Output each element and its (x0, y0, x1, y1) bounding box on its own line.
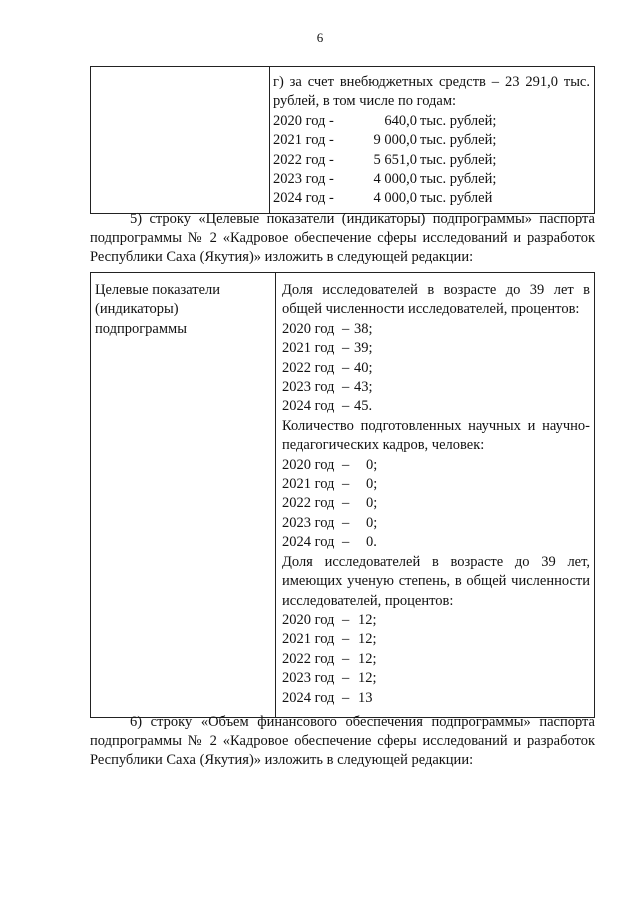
indicator-dash: – (342, 534, 350, 551)
indicator-year: 2024 год (282, 398, 335, 415)
funding-year-row (273, 151, 590, 170)
indicator-value: 0; (366, 495, 378, 512)
indicator-year: 2022 год (282, 650, 335, 667)
indicator-title-line: Доля исследователей в возрасте до 39 лет, (282, 553, 590, 570)
funding-unit: тыс. рублей (420, 190, 493, 207)
indicator-year: 2021 год (282, 631, 335, 648)
funding-year-row (273, 170, 590, 189)
page-number: 6 (316, 30, 324, 45)
indicator-value: 39; (354, 340, 373, 357)
indicator-dash: – (342, 611, 350, 628)
indicator-year: 2024 год (282, 689, 335, 706)
indicator-value: 12; (358, 650, 377, 667)
indicator-value: 13 (358, 689, 373, 706)
funding-year: 2022 год - (273, 151, 334, 168)
indicator-value: 38; (354, 320, 373, 337)
funding-year-row (273, 131, 590, 150)
indicator-year-row (282, 650, 590, 669)
funding-year: 2023 год - (273, 171, 334, 188)
indicator-dash: – (342, 359, 350, 376)
funding-table-empty-cell (91, 67, 270, 214)
indicator-dash: – (342, 495, 350, 512)
indicator-dash: – (342, 379, 350, 396)
indicator-title-line: педагогических кадров, человек: (282, 437, 485, 454)
paragraph-6-line: подпрограммы № 2 «Кадровое обеспечение сферы исследований и разработок (90, 733, 595, 749)
indicator-title-line: имеющих ученую степень, в общей численности (282, 573, 590, 590)
indicator-year-row (282, 359, 590, 378)
indicator-title-line: исследователей, процентов: (282, 592, 454, 609)
indicator-dash: – (342, 650, 350, 667)
indicator-year-row (282, 669, 590, 688)
indicator-title-line: Доля исследователей в возрасте до 39 лет в (282, 282, 590, 298)
funding-year: 2024 год - (273, 190, 334, 207)
indicator-year: 2023 год (282, 514, 335, 531)
funding-year-row (273, 112, 590, 131)
indicator-year: 2021 год (282, 476, 335, 493)
funding-unit: тыс. рублей; (420, 151, 497, 168)
funding-unit: тыс. рублей; (420, 171, 497, 188)
paragraph-6-line: Республики Саха (Якутия)» изложить в следующей редакции: (90, 752, 474, 768)
funding-amount: 4 000,0 (373, 190, 417, 207)
indicator-title-line: Количество подготовленных научных и научно- (282, 417, 590, 434)
funding-amount: 9 000,0 (373, 132, 417, 149)
indicator-year-row (282, 514, 590, 533)
indicator-title-line: общей численности исследователей, процентов: (282, 301, 580, 318)
indicator-value: 0; (366, 456, 378, 473)
indicator-year: 2023 год (282, 379, 335, 396)
funding-table-content-cell (270, 67, 595, 214)
indicator-dash: – (342, 320, 350, 337)
funding-year: 2020 год - (273, 112, 334, 129)
funding-header-line: рублей, в том числе по годам: (273, 93, 457, 110)
funding-header-line: г) за счет внебюджетных средств – 23 291,0 тыс. (273, 74, 590, 90)
indicator-year: 2023 год (282, 670, 335, 687)
funding-table (90, 66, 595, 214)
paragraph-5-line: 5) строку «Целевые показатели (индикаторы) подпрограммы» паспорта (130, 211, 595, 227)
funding-year-row (273, 189, 590, 208)
indicator-year: 2020 год (282, 320, 335, 337)
indicator-year-row (282, 378, 590, 397)
indicators-label-line: Целевые показатели (95, 282, 221, 298)
indicator-dash: – (342, 631, 350, 648)
indicator-year-row (282, 339, 590, 358)
indicator-value: 0. (366, 534, 377, 551)
indicator-value: 45. (354, 398, 373, 415)
indicator-year: 2020 год (282, 456, 335, 473)
funding-amount: 4 000,0 (373, 171, 417, 188)
indicator-year-row (282, 533, 590, 552)
indicators-label-line: подпрограммы (95, 320, 187, 337)
paragraph-6 (90, 713, 595, 770)
indicator-dash: – (342, 398, 350, 415)
indicator-year-row (282, 456, 590, 475)
indicator-year: 2020 год (282, 611, 335, 628)
indicator-value: 40; (354, 359, 373, 376)
indicator-value: 12; (358, 670, 377, 687)
indicator-year: 2022 год (282, 495, 335, 512)
funding-unit: тыс. рублей; (420, 132, 497, 149)
indicator-year: 2024 год (282, 534, 335, 551)
indicator-year-row (282, 689, 590, 708)
indicator-dash: – (342, 476, 350, 493)
paragraph-5-line: Республики Саха (Якутия)» изложить в следующей редакции: (90, 249, 474, 265)
indicator-year-row (282, 494, 590, 513)
indicators-label-cell (91, 273, 276, 718)
paragraph-6-line: 6) строку «Объем финансового обеспечения подпрограммы» паспорта (130, 714, 595, 730)
indicator-year-row (282, 397, 590, 416)
indicators-label-line: (индикаторы) (95, 301, 179, 318)
indicator-value: 12; (358, 631, 377, 648)
indicator-dash: – (342, 670, 350, 687)
funding-year: 2021 год - (273, 132, 334, 149)
indicators-content-cell (276, 273, 595, 718)
indicators-table (90, 272, 595, 718)
indicator-year-row (282, 475, 590, 494)
indicator-value: 43; (354, 379, 373, 396)
indicator-value: 12; (358, 611, 377, 628)
funding-year-list (273, 112, 590, 209)
indicator-dash: – (342, 456, 350, 473)
indicator-year: 2022 год (282, 359, 335, 376)
indicator-dash: – (342, 514, 350, 531)
indicator-dash: – (342, 340, 350, 357)
indicator-dash: – (342, 689, 350, 706)
indicator-year-row (282, 320, 590, 339)
paragraph-5-line: подпрограммы № 2 «Кадровое обеспечение сферы исследований и разработок (90, 230, 595, 246)
indicator-year: 2021 год (282, 340, 335, 357)
indicator-year-row (282, 611, 590, 630)
funding-amount: 5 651,0 (373, 151, 417, 168)
indicator-year-row (282, 630, 590, 649)
funding-amount: 640,0 (384, 112, 417, 129)
indicator-value: 0; (366, 514, 378, 531)
indicator-value: 0; (366, 476, 378, 493)
funding-unit: тыс. рублей; (420, 112, 497, 129)
paragraph-5 (90, 210, 595, 267)
